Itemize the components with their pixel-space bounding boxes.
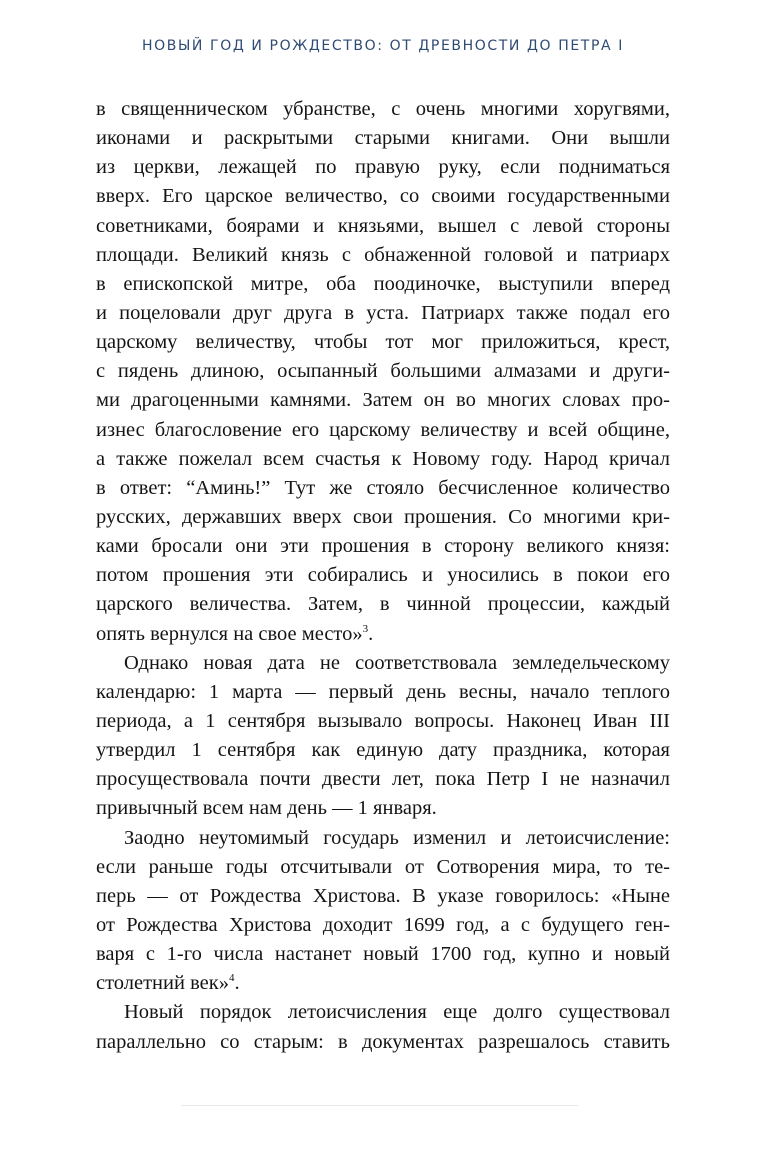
body-text [96,95,670,1057]
text-line-paragraph-start: Однако новая дата не соответствовала земледельческому [124,651,670,674]
text-line: вверх. Его царское величество, со своими государственными [96,185,670,208]
text-line-paragraph-end: привычный всем нам день — 1 января. [96,797,437,820]
text-line: с пядень длиною, осыпанный большими алмазами и други- [96,360,670,383]
text-line: параллельно со старым: в документах разрешалось ставить [96,1030,670,1053]
text-line: изнес благословение его царскому величеству и всей общине, [96,418,670,441]
text-line-content: столетний век» [96,972,229,995]
sentence-end: . [368,622,374,645]
footer-divider [181,1105,578,1106]
text-line: утвердил 1 сентября как единую дату праздника, которая [96,739,670,762]
text-line: перь — от Рождества Христова. В указе говорилось: «Ныне [96,884,670,907]
text-line: царскому величеству, чтобы тот мог приложиться, крест, [96,331,670,354]
sentence-end: . [234,972,240,995]
text-line: русских, державших вверх свои прошения. Со многими кри- [96,505,670,528]
text-line-paragraph-start: Заодно неутомимый государь изменил и летоисчисление: [124,826,670,849]
running-head: НОВЫЙ ГОД И РОЖДЕСТВО: ОТ ДРЕВНОСТИ ДО ПЕТРА I [142,38,624,54]
text-line: ками бросали они эти прошения в сторону великого князя: [96,535,670,558]
text-line: периода, а 1 сентября вызывало вопросы. Наконец Иван III [96,709,670,732]
text-line: и поцеловали друг друга в уста. Патриарх также подал его [96,301,670,324]
text-line-content: опять вернулся на свое место» [96,622,363,645]
text-line: просуществовала почти двести лет, пока Петр I не назначил [96,768,670,791]
text-line: в ответ: “Аминь!” Тут же стояло бесчисленное количество [96,476,670,499]
footnote-marker[interactable]: 3 [362,622,369,635]
text-line: если раньше годы отсчитывали от Сотворения мира, то те- [96,855,670,878]
text-line: а также пожелал всем счастья к Новому году. Народ кричал [96,447,670,470]
text-line: площади. Великий князь с обнаженной головой и патриарх [96,243,670,266]
text-line-paragraph-end [96,620,670,649]
text-line: потом прошения эти собирались и уносились в покои его [96,564,670,587]
text-line: в священническом убранстве, с очень многими хоругвями, [96,98,670,120]
footnote-marker[interactable]: 4 [228,972,235,985]
text-line: царского величества. Затем, в чинной процессии, каждый [96,593,670,616]
text-line: ми драгоценными камнями. Затем он во многих словах про- [96,389,670,412]
text-line: из церкви, лежащей по правую руку, если подниматься [96,156,670,179]
text-line: от Рождества Христова доходит 1699 год, а с будущего ген- [96,913,670,936]
text-line: в епископской митре, оба поодиночке, выступили вперед [96,272,670,295]
text-line-paragraph-end [96,969,670,998]
text-line: календарю: 1 марта — первый день весны, начало теплого [96,680,670,703]
text-line: варя с 1-го числа настанет новый 1700 год, купно и новый [96,943,670,966]
text-line-paragraph-start: Новый порядок летоисчисления еще долго существовал [124,1001,670,1024]
text-line: иконами и раскрытыми старыми книгами. Они вышли [96,127,670,150]
text-line: советниками, боярами и князьями, вышел с левой стороны [96,214,670,237]
